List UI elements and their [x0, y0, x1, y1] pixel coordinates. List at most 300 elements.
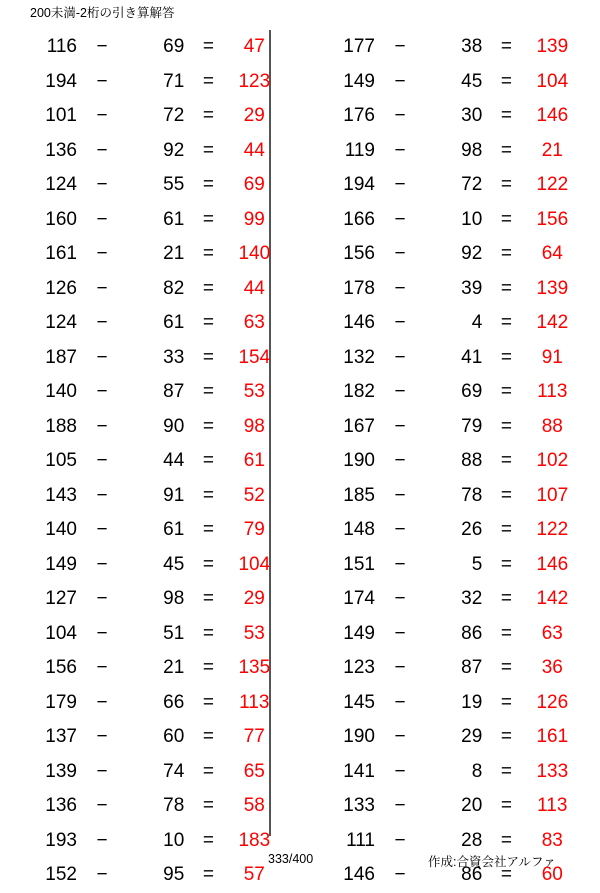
- answer-value: 47: [243, 36, 265, 58]
- problem-row: [12, 548, 282, 583]
- problem-row: [12, 30, 282, 65]
- operand-a: 178: [343, 277, 375, 299]
- equals-operator: =: [202, 864, 214, 886]
- answer-value: 133: [536, 760, 569, 782]
- minus-operator: −: [394, 36, 406, 58]
- operand-b: 20: [461, 795, 483, 817]
- answer-value: 44: [243, 139, 265, 161]
- problem-row: [310, 99, 580, 134]
- problem-row: [12, 444, 282, 479]
- operand-a: 140: [45, 519, 77, 541]
- minus-operator: −: [394, 760, 406, 782]
- equals-operator: =: [500, 726, 512, 748]
- minus-operator: −: [96, 277, 108, 299]
- problem-row: [310, 65, 580, 100]
- minus-operator: −: [96, 381, 108, 403]
- operand-b: 5: [471, 553, 483, 575]
- minus-operator: −: [394, 312, 406, 334]
- problem-row: [310, 375, 580, 410]
- problem-row: [310, 479, 580, 514]
- problem-row: [12, 479, 282, 514]
- problem-row: [12, 824, 282, 859]
- operand-b: 69: [461, 381, 483, 403]
- operand-b: 72: [461, 174, 483, 196]
- operand-a: 187: [45, 346, 77, 368]
- operand-a: 123: [343, 657, 375, 679]
- answer-value: 113: [537, 381, 568, 403]
- answer-value: 91: [541, 346, 563, 368]
- answer-value: 123: [238, 70, 271, 92]
- operand-b: 8: [471, 760, 483, 782]
- problem-row: [12, 168, 282, 203]
- operand-a: 133: [343, 795, 375, 817]
- operand-a: 149: [45, 553, 77, 575]
- minus-operator: −: [96, 726, 108, 748]
- answer-value: 65: [243, 760, 265, 782]
- minus-operator: −: [394, 864, 406, 886]
- equals-operator: =: [500, 208, 512, 230]
- minus-operator: −: [96, 657, 108, 679]
- operand-b: 66: [163, 691, 185, 713]
- problem-row: [310, 617, 580, 652]
- operand-b: 87: [461, 657, 483, 679]
- operand-a: 116: [46, 36, 77, 58]
- operand-b: 78: [461, 484, 483, 506]
- operand-b: 10: [163, 829, 185, 851]
- answer-value: 107: [536, 484, 569, 506]
- equals-operator: =: [500, 312, 512, 334]
- problem-row: [12, 686, 282, 721]
- answer-value: 79: [243, 519, 265, 541]
- equals-operator: =: [500, 760, 512, 782]
- problem-row: [12, 375, 282, 410]
- minus-operator: −: [394, 691, 406, 713]
- operand-a: 101: [45, 105, 77, 127]
- equals-operator: =: [500, 829, 512, 851]
- answer-value: 122: [536, 174, 569, 196]
- problem-row: [12, 341, 282, 376]
- operand-a: 151: [343, 553, 375, 575]
- operand-a: 161: [45, 243, 77, 265]
- minus-operator: −: [96, 312, 108, 334]
- minus-operator: −: [96, 553, 108, 575]
- problem-row: [12, 410, 282, 445]
- problem-row: [310, 548, 580, 583]
- minus-operator: −: [394, 174, 406, 196]
- problem-row: [310, 651, 580, 686]
- minus-operator: −: [394, 415, 406, 437]
- operand-a: 194: [343, 174, 375, 196]
- equals-operator: =: [500, 70, 512, 92]
- minus-operator: −: [394, 726, 406, 748]
- answer-value: 36: [541, 657, 563, 679]
- minus-operator: −: [394, 346, 406, 368]
- operand-a: 185: [343, 484, 375, 506]
- answer-value: 102: [536, 450, 569, 472]
- equals-operator: =: [202, 243, 214, 265]
- minus-operator: −: [394, 139, 406, 161]
- equals-operator: =: [202, 208, 214, 230]
- minus-operator: −: [96, 450, 108, 472]
- operand-b: 10: [461, 208, 483, 230]
- operand-a: 148: [343, 519, 375, 541]
- equals-operator: =: [500, 622, 512, 644]
- equals-operator: =: [202, 795, 214, 817]
- operand-b: 90: [163, 415, 185, 437]
- equals-operator: =: [202, 36, 214, 58]
- minus-operator: −: [96, 588, 108, 610]
- equals-operator: =: [500, 36, 512, 58]
- operand-b: 92: [461, 243, 483, 265]
- answer-value: 88: [541, 415, 563, 437]
- problem-row: [12, 237, 282, 272]
- problem-row: [310, 444, 580, 479]
- problem-row: [310, 513, 580, 548]
- problem-row: [12, 203, 282, 238]
- operand-b: 39: [461, 277, 483, 299]
- operand-a: 137: [45, 726, 77, 748]
- answer-value: 64: [541, 243, 563, 265]
- answer-value: 104: [536, 70, 569, 92]
- equals-operator: =: [500, 484, 512, 506]
- problem-row: [12, 134, 282, 169]
- equals-operator: =: [202, 726, 214, 748]
- answer-value: 135: [238, 657, 271, 679]
- equals-operator: =: [500, 415, 512, 437]
- problem-row: [310, 203, 580, 238]
- equals-operator: =: [202, 105, 214, 127]
- page-count: 333/400: [268, 852, 314, 866]
- minus-operator: −: [394, 70, 406, 92]
- equals-operator: =: [500, 450, 512, 472]
- operand-b: 41: [461, 346, 483, 368]
- problem-row: [12, 617, 282, 652]
- operand-a: 179: [45, 691, 77, 713]
- equals-operator: =: [500, 691, 512, 713]
- minus-operator: −: [394, 622, 406, 644]
- problem-row: [12, 582, 282, 617]
- answer-value: 83: [541, 829, 563, 851]
- equals-operator: =: [500, 588, 512, 610]
- answer-value: 142: [536, 588, 569, 610]
- operand-a: 145: [343, 691, 375, 713]
- operand-a: 104: [45, 622, 77, 644]
- operand-b: 78: [163, 795, 185, 817]
- equals-operator: =: [500, 243, 512, 265]
- answer-value: 29: [243, 105, 265, 127]
- problem-row: [12, 755, 282, 790]
- minus-operator: −: [394, 208, 406, 230]
- minus-operator: −: [96, 691, 108, 713]
- equals-operator: =: [202, 553, 214, 575]
- minus-operator: −: [96, 760, 108, 782]
- answer-value: 60: [541, 864, 563, 886]
- problem-row: [310, 720, 580, 755]
- answer-value: 113: [239, 691, 270, 713]
- operand-b: 72: [163, 105, 185, 127]
- operand-a: 167: [343, 415, 375, 437]
- operand-a: 132: [343, 346, 375, 368]
- answer-value: 104: [238, 553, 271, 575]
- operand-a: 136: [45, 139, 77, 161]
- answer-value: 98: [243, 415, 265, 437]
- operand-a: 166: [343, 208, 375, 230]
- problem-row: [12, 65, 282, 100]
- operand-b: 82: [163, 277, 185, 299]
- minus-operator: −: [394, 105, 406, 127]
- minus-operator: −: [394, 484, 406, 506]
- equals-operator: =: [500, 519, 512, 541]
- operand-a: 139: [45, 760, 77, 782]
- credit-text: 作成:合資会社アルファ: [428, 855, 556, 869]
- answer-value: 126: [536, 691, 569, 713]
- minus-operator: −: [394, 795, 406, 817]
- answer-value: 113: [537, 795, 568, 817]
- answer-value: 146: [536, 105, 569, 127]
- minus-operator: −: [96, 346, 108, 368]
- answer-value: 53: [243, 381, 265, 403]
- minus-operator: −: [394, 829, 406, 851]
- answer-value: 21: [541, 139, 563, 161]
- equals-operator: =: [202, 381, 214, 403]
- operand-a: 149: [343, 70, 375, 92]
- problem-row: [310, 134, 580, 169]
- problem-columns: [0, 30, 600, 893]
- answer-value: 139: [536, 36, 569, 58]
- answer-value: 63: [541, 622, 563, 644]
- equals-operator: =: [202, 174, 214, 196]
- operand-a: 146: [343, 312, 375, 334]
- minus-operator: −: [96, 484, 108, 506]
- minus-operator: −: [96, 70, 108, 92]
- operand-b: 21: [163, 243, 185, 265]
- minus-operator: −: [96, 622, 108, 644]
- minus-operator: −: [394, 657, 406, 679]
- minus-operator: −: [96, 139, 108, 161]
- problem-row: [310, 341, 580, 376]
- minus-operator: −: [394, 243, 406, 265]
- minus-operator: −: [96, 105, 108, 127]
- answer-value: 69: [243, 174, 265, 196]
- operand-a: 146: [343, 864, 375, 886]
- equals-operator: =: [500, 657, 512, 679]
- operand-b: 86: [461, 622, 483, 644]
- operand-a: 141: [343, 760, 375, 782]
- problem-row: [12, 272, 282, 307]
- operand-a: 149: [343, 622, 375, 644]
- operand-b: 88: [461, 450, 483, 472]
- operand-b: 44: [163, 450, 185, 472]
- operand-b: 71: [163, 70, 185, 92]
- operand-b: 30: [461, 105, 483, 127]
- operand-b: 21: [163, 657, 185, 679]
- operand-a: 140: [45, 381, 77, 403]
- answer-value: 99: [243, 208, 265, 230]
- operand-b: 98: [163, 588, 185, 610]
- equals-operator: =: [202, 139, 214, 161]
- operand-a: 124: [45, 312, 77, 334]
- equals-operator: =: [500, 864, 512, 886]
- answer-value: 52: [243, 484, 265, 506]
- equals-operator: =: [500, 381, 512, 403]
- equals-operator: =: [500, 553, 512, 575]
- operand-a: 160: [45, 208, 77, 230]
- problem-row: [310, 686, 580, 721]
- operand-b: 51: [163, 622, 185, 644]
- minus-operator: −: [96, 243, 108, 265]
- operand-b: 91: [163, 484, 185, 506]
- operand-b: 61: [163, 519, 185, 541]
- equals-operator: =: [202, 760, 214, 782]
- equals-operator: =: [500, 105, 512, 127]
- operand-b: 60: [163, 726, 185, 748]
- answer-value: 140: [238, 243, 271, 265]
- problem-row: [12, 651, 282, 686]
- page-title: 200未満-2桁の引き算解答: [30, 6, 175, 20]
- minus-operator: −: [96, 415, 108, 437]
- minus-operator: −: [96, 36, 108, 58]
- equals-operator: =: [500, 174, 512, 196]
- problem-row: [12, 99, 282, 134]
- problem-row: [310, 168, 580, 203]
- answer-value: 53: [243, 622, 265, 644]
- equals-operator: =: [202, 277, 214, 299]
- equals-operator: =: [202, 829, 214, 851]
- problem-row: [310, 789, 580, 824]
- equals-operator: =: [500, 346, 512, 368]
- operand-a: 127: [45, 588, 77, 610]
- operand-a: 190: [343, 726, 375, 748]
- answer-value: 77: [243, 726, 265, 748]
- problem-row: [12, 513, 282, 548]
- equals-operator: =: [202, 519, 214, 541]
- operand-a: 193: [45, 829, 77, 851]
- equals-operator: =: [202, 70, 214, 92]
- answer-value: 154: [238, 346, 271, 368]
- problem-row: [12, 306, 282, 341]
- operand-b: 26: [461, 519, 483, 541]
- problem-row: [310, 237, 580, 272]
- operand-b: 38: [461, 36, 483, 58]
- problem-row: [12, 858, 282, 893]
- operand-a: 126: [45, 277, 77, 299]
- operand-b: 79: [461, 415, 483, 437]
- answer-value: 139: [536, 277, 569, 299]
- equals-operator: =: [202, 346, 214, 368]
- operand-a: 182: [343, 381, 375, 403]
- equals-operator: =: [202, 588, 214, 610]
- operand-b: 74: [163, 760, 185, 782]
- answer-value: 161: [536, 726, 569, 748]
- operand-a: 136: [45, 795, 77, 817]
- operand-b: 61: [163, 312, 185, 334]
- equals-operator: =: [500, 795, 512, 817]
- problem-row: [310, 755, 580, 790]
- problem-row: [310, 272, 580, 307]
- answer-value: 58: [243, 795, 265, 817]
- minus-operator: −: [394, 381, 406, 403]
- minus-operator: −: [394, 519, 406, 541]
- minus-operator: −: [96, 174, 108, 196]
- operand-a: 190: [343, 450, 375, 472]
- problem-column-right: [310, 30, 580, 893]
- problem-row: [310, 306, 580, 341]
- equals-operator: =: [202, 484, 214, 506]
- answer-value: 29: [243, 588, 265, 610]
- operand-b: 61: [163, 208, 185, 230]
- operand-b: 32: [461, 588, 483, 610]
- answer-value: 61: [243, 450, 265, 472]
- equals-operator: =: [202, 415, 214, 437]
- minus-operator: −: [394, 553, 406, 575]
- minus-operator: −: [96, 829, 108, 851]
- problem-row: [12, 789, 282, 824]
- equals-operator: =: [202, 691, 214, 713]
- operand-b: 28: [461, 829, 483, 851]
- operand-a: 188: [45, 415, 77, 437]
- operand-a: 124: [45, 174, 77, 196]
- operand-a: 111: [346, 829, 375, 851]
- operand-a: 152: [45, 864, 77, 886]
- minus-operator: −: [394, 450, 406, 472]
- problem-row: [12, 720, 282, 755]
- equals-operator: =: [202, 622, 214, 644]
- minus-operator: −: [394, 588, 406, 610]
- problem-row: [310, 30, 580, 65]
- operand-a: 194: [45, 70, 77, 92]
- operand-a: 105: [45, 450, 77, 472]
- problem-column-left: [12, 30, 282, 893]
- problem-row: [310, 410, 580, 445]
- answer-value: 156: [536, 208, 569, 230]
- answer-value: 122: [536, 519, 569, 541]
- operand-a: 156: [343, 243, 375, 265]
- operand-a: 143: [45, 484, 77, 506]
- minus-operator: −: [96, 795, 108, 817]
- equals-operator: =: [202, 450, 214, 472]
- equals-operator: =: [500, 277, 512, 299]
- operand-b: 4: [471, 312, 483, 334]
- operand-a: 174: [343, 588, 375, 610]
- operand-b: 95: [163, 864, 185, 886]
- equals-operator: =: [202, 312, 214, 334]
- operand-b: 92: [163, 139, 185, 161]
- problem-row: [310, 582, 580, 617]
- answer-value: 63: [243, 312, 265, 334]
- equals-operator: =: [500, 139, 512, 161]
- operand-a: 156: [45, 657, 77, 679]
- answer-value: 183: [238, 829, 271, 851]
- operand-b: 69: [163, 36, 185, 58]
- answer-value: 142: [536, 312, 569, 334]
- answer-value: 44: [243, 277, 265, 299]
- operand-a: 177: [343, 36, 375, 58]
- minus-operator: −: [96, 208, 108, 230]
- operand-b: 87: [163, 381, 185, 403]
- operand-b: 19: [461, 691, 483, 713]
- equals-operator: =: [202, 657, 214, 679]
- operand-b: 33: [163, 346, 185, 368]
- operand-b: 55: [163, 174, 185, 196]
- operand-b: 45: [461, 70, 483, 92]
- operand-b: 98: [461, 139, 483, 161]
- operand-b: 45: [163, 553, 185, 575]
- answer-value: 57: [243, 864, 265, 886]
- minus-operator: −: [96, 864, 108, 886]
- operand-b: 29: [461, 726, 483, 748]
- minus-operator: −: [394, 277, 406, 299]
- answer-value: 146: [536, 553, 569, 575]
